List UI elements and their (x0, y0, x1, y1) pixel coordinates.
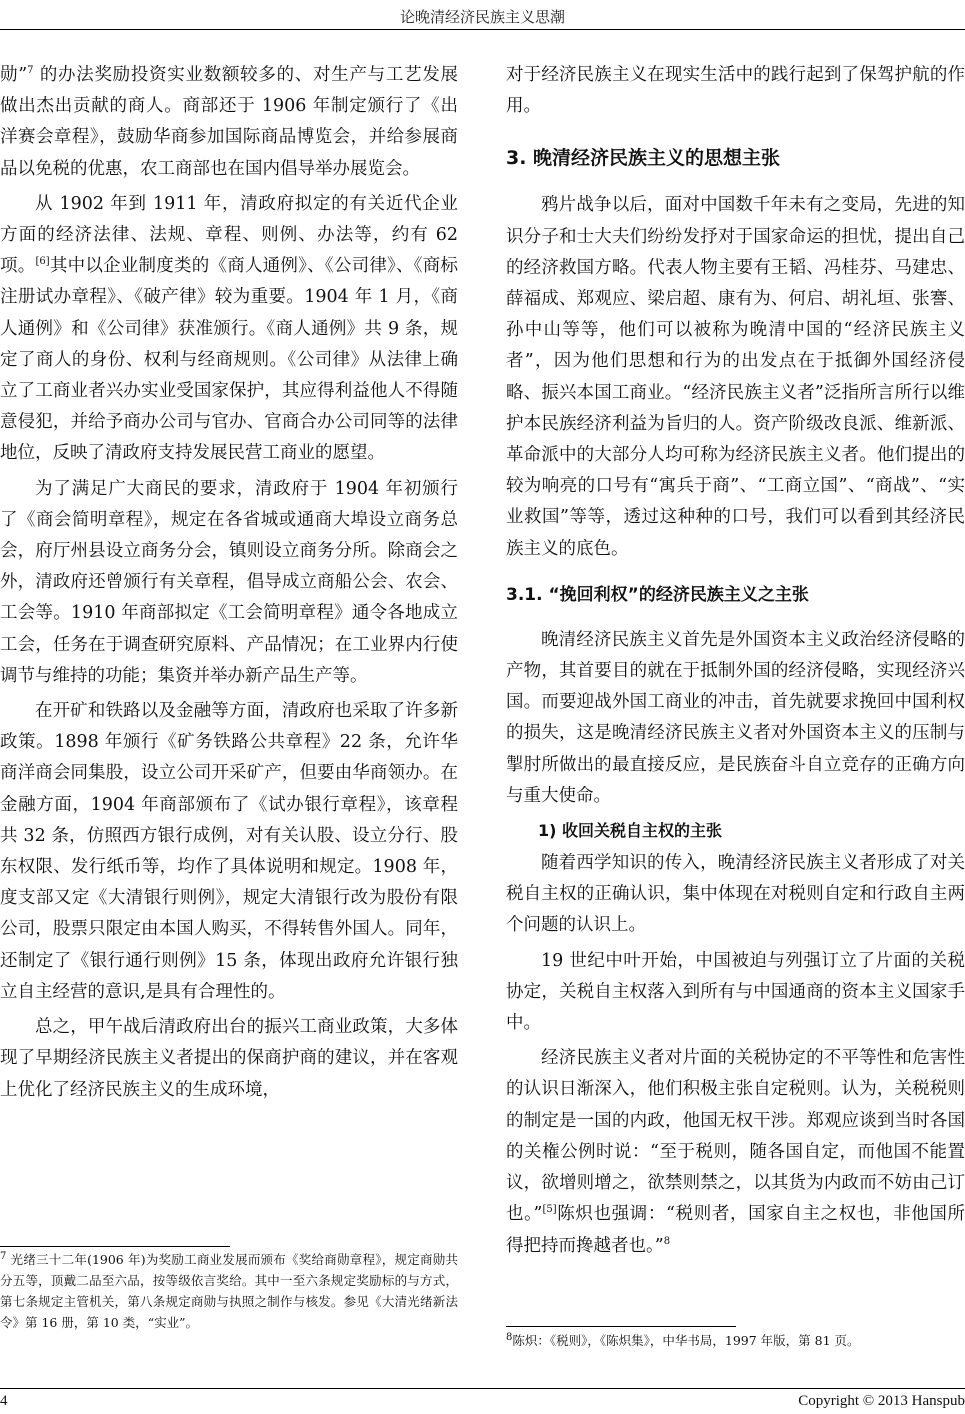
item-heading: 1) 收回关税自主权的主张 (538, 821, 723, 841)
paragraph: 勋”$^7$ 的办法奖励投资实业数额较多的、对生产与工艺发展做出杰出贡献的商人。商部还于 1906 年制定颁行了《出洋赛会章程》，鼓励华商参加国际商品博览会，并给参展商品以免税的优惠，农工商部也在国内倡导举办展览会。 (0, 65, 459, 179)
left-column (0, 60, 458, 1110)
paragraph: 经济民族主义者对片面的关税协定的不平等性和危害性的认识日渐深入，他们积极主张自定税则。认为，关税税则的制定是一国的内政，他国无权干涉。郑观应谈到当时各国的关権公例时说：“至于税则，随各国自定，而他国不能置议，欲增则增之，欲禁则禁之，以其货为内政而不妨由己订也。”[5]陈炽也强调：“税则者，国家自主之权也，非他国所得把持而搀越者也。”$^8$ (506, 1048, 965, 1256)
citation-ref[interactable]: [6] (35, 256, 50, 268)
paragraph: 对于经济民族主义在现实生活中的践行起到了保驾护航的作用。 (506, 65, 965, 117)
subsection-heading: 3.1. “挽回利权”的经济民族主义之主张 (506, 584, 809, 605)
footnote-8: $^8$陈炽：《税则》，《陈炽集》，中华书局，1997 年版，第 81 页。 (506, 1331, 860, 1348)
paragraph: 在开矿和铁路以及金融等方面，清政府也采取了许多新政策。1898 年颁行《矿务铁路公共章程》22 条，允许华商洋商会同集股，设立公司开采矿产，但要由华商领办。在金融方面，1904 年商部颁布了《试办银行章程》，该章程共 32 条，仿照西方银行成例，对有关认股、设立分行、股东权限、发行纸币等，均作了具体说明和规定。1908 年，度支部又定《大清银行则例》，规定大清银行改为股份有限公司，股票只限定由本国人购买，不得转售外国人。同年，还制定了《银行通行则例》15 条，体现出政府允许银行独立自主经营的意识,是具有合理性的。 (0, 701, 458, 1002)
citation-ref[interactable]: [5] (542, 1204, 557, 1216)
paragraph: 随着西学知识的传入，晚清经济民族主义者形成了对关税自主权的正确认识，集中体现在对税则自定和行政自主两个问题的认识上。 (506, 853, 965, 936)
footnote-ref[interactable]: 8 (663, 1235, 671, 1247)
footnote-rule (506, 1326, 736, 1327)
section-heading: 3. 晚清经济民族主义的思想主张 (506, 147, 781, 170)
paragraph: 晚清经济民族主义首先是外国资本主义政治经济侵略的产物，其首要目的就在于抵制外国的经济侵略，实现经济兴国。而要迎战外国工商业的冲击，首先就要求挽回中国利权的损失，这是晚清经济民族主义者对外国资本主义的压制与掣肘所做出的最直接反应，是民族奋斗自立竞存的正确方向与重大使命。 (506, 629, 965, 806)
footnote-7: $^7$ 光绪三十二年(1906 年)为奖励工商业发展而颁布《奖给商勋章程》，规定商勋共分五等，顶戴二品至六品，按等级依言奖给。其中一至六条规定奖励标的与方式，第七条规定主管机关，第八条规定商勋与执照之制作与核发。参见《大清光绪新法令》第 16 册，第 10 类，“实业”。 (0, 1250, 458, 1330)
copyright-notice: Copyright © 2013 Hanspub (798, 1393, 965, 1409)
paragraph: 鸦片战争以后，面对中国数千年未有之变局，先进的知识分子和士大夫们纷纷发抒对于国家命运的担忧，提出自己的经济救国方略。代表人物主要有王韬、冯桂芬、马建忠、薛福成、郑观应、梁启超、康有为、何启、胡礼垣、张謇、孙中山等等，他们可以被称为晚清中国的“经济民族主义者”，因为他们思想和行为的出发点在于抵御外国经济侵略、振兴本国工商业。“经济民族主义者”泛指所言所行以维护本民族经济利益为旨归的人。资产阶级改良派、维新派、革命派中的大部分人均可称为经济民族主义者。他们提出的较为响亮的口号有“寓兵于商”、“工商立国”、“商战”、“实业救国”等等，透过这种种的口号，我们可以看到其经济民族主义的底色。 (506, 195, 965, 559)
right-column (506, 60, 965, 1266)
footer-rule (0, 1388, 965, 1389)
paragraph: 19 世纪中叶开始，中国被迫与列强订立了片面的关税协定，关税自主权落入到所有与中国通商的资本主义国家手中。 (506, 950, 965, 1034)
footnote-rule (0, 1246, 230, 1247)
paragraph: 总之，甲午战后清政府出台的振兴工商业政策，大多体现了早期经济民族主义者提出的保商护商的建议，并在客观上优化了经济民族主义的生成环境， (0, 1017, 458, 1100)
header-rule (0, 29, 965, 30)
page-number: 4 (0, 1393, 8, 1409)
paragraph: 从 1902 年到 1911 年，清政府拟定的有关近代企业方面的经济法律、法规、章程、则例、办法等，约有 62 项。[6]其中以企业制度类的《商人通例》、《公司律》、《商标注册试办章程》、《破产律》较为重要。1904 年 1 月，《商人通例》和《公司律》获准颁行。《商人通例》共 9 条，规定了商人的身份、权利与经商规则。《公司律》从法律上确立了工商业者兴办实业受国家保护，其应得利益他人不得随意侵犯，并给予商办公司与官办、官商合办公司同等的法律地位，反映了清政府支持发展民营工商业的愿望。 (0, 193, 458, 464)
paragraph: 为了满足广大商民的要求，清政府于 1904 年初颁行了《商会简明章程》，规定在各省城或通商大埠设立商务总会，府厅州县设立商务分会，镇则设立商务分所。除商会之外，清政府还曾颁行有关章程，倡导成立商船公会、农会、工会等。1910 年商部拟定《工会简明章程》通令各地成立工会，任务在于调查研究原料、产品情况；在工业界内行使调节与维持的功能；集资并举办新产品生产等。 (0, 478, 458, 686)
running-header: 论晚清经济民族主义思潮 (399, 8, 565, 26)
footnote-ref[interactable]: 7 (27, 65, 34, 77)
